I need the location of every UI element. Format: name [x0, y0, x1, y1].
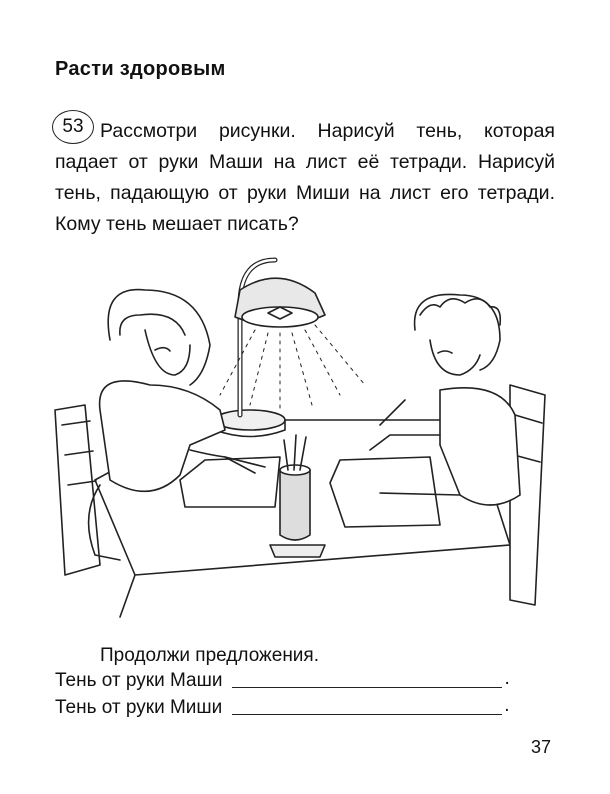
sentence-row-masha [55, 670, 510, 692]
page-number: 37 [531, 737, 552, 757]
sentence-terminator: . [504, 695, 510, 716]
task-number-badge: 53 [52, 110, 94, 144]
answer-line-masha[interactable] [232, 669, 502, 688]
sentence-row-misha [55, 697, 510, 719]
sentence-terminator: . [504, 668, 510, 689]
sentence-misha-text: Тень от руки Миши [55, 697, 223, 718]
task-text: Рассмотри рисунки. Нарисуй тень, которая падает от руки Маши на лист её тетради. Нарисуй тень, падающую от руки Миши на лист его тетради. Кому тень мешает писать? [55, 120, 555, 235]
continue-sentences-label: Продолжи предложения. [100, 645, 319, 666]
answer-line-misha[interactable] [232, 696, 502, 715]
section-title: Расти здоровым [55, 58, 226, 80]
children-at-desk-with-lamp-illustration [40, 245, 570, 620]
sentence-masha-text: Тень от руки Маши [55, 670, 223, 691]
